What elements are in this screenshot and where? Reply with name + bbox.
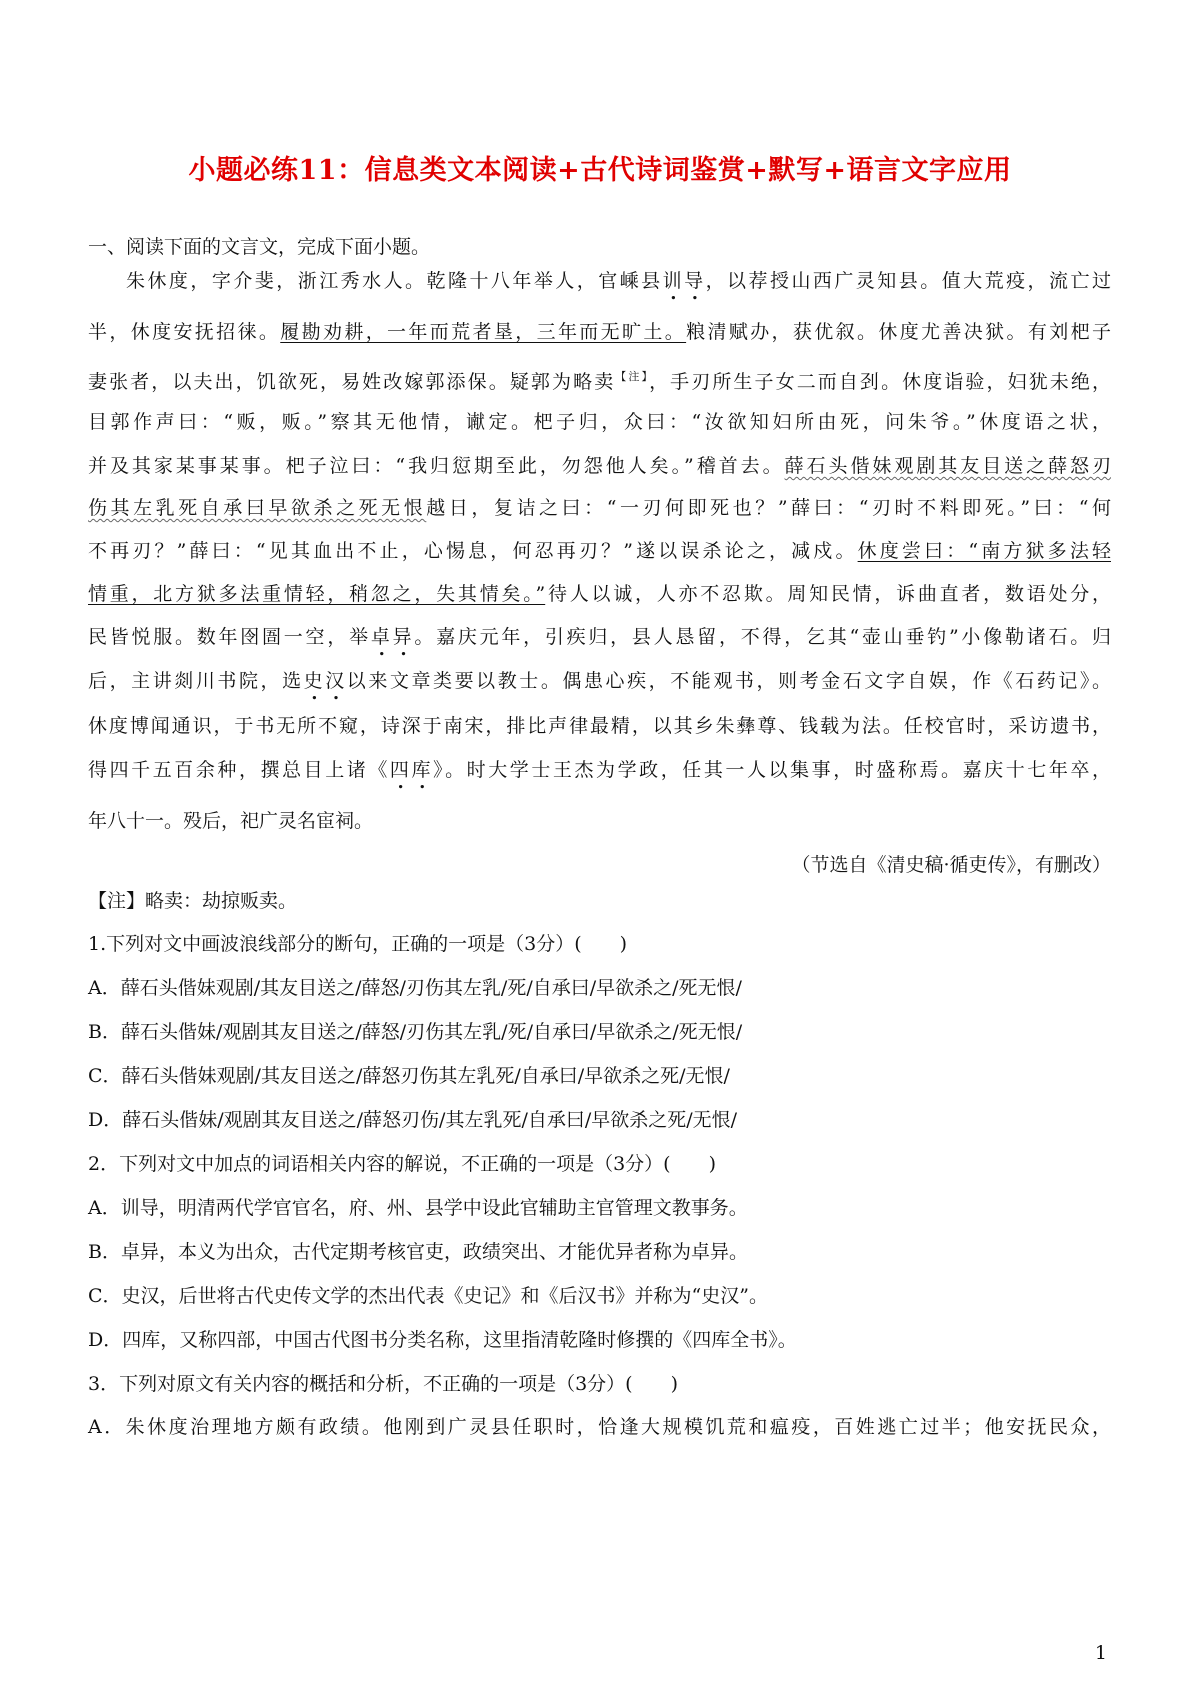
dotted-char: 训 [662, 270, 685, 292]
passage-line-12: 得四千五百余种，撰总目上诸《四库》。时大学士王杰为学政，任其一人以集事，时盛称焉。嘉庆十七年卒， [88, 759, 1111, 781]
page-title: 小题必练11：信息类文本阅读+古代诗词鉴赏+默写+语言文字应用 [188, 155, 1012, 186]
passage-line-3: 妻张者，以夫出，饥欲死，易姓改嫁郭添保。疑郭为略卖$^{【注】}$，手刃所生子女二而自刭。休度诣验，妇犹未绝， [88, 370, 1111, 393]
question-stem: 1.下列对文中画波浪线部分的断句，正确的一项是（3分）( ) [88, 933, 628, 955]
question-stem: 2．下列对文中加点的词语相关内容的解说，不正确的一项是（3分）( ) [88, 1153, 717, 1175]
underlined-sentence: 休度尝曰：“南方狱多法轻 [857, 540, 1111, 562]
dotted-char: 汉 [325, 670, 347, 692]
footnote: 【注】略卖：劫掠贩卖。 [88, 890, 298, 912]
option-c: C．薛石头偕妹观剧/其友目送之/薛怒刃伤其左乳死/自承曰/早欲杀之死/无恨/ [88, 1065, 730, 1087]
passage-line-13: 年八十一。殁后，祀广灵名宦祠。 [88, 810, 374, 832]
passage-line-10: 后，主讲剡川书院，选史汉以来文章类要以教士。偶患心疾，不能观书，则考金石文字自娱，作《石药记》。 [88, 670, 1111, 692]
passage-line-9: 民皆悦服。数年囹圄一空，举卓异。嘉庆元年，引疾归，县人恳留，不得，乞其“壶山垂钓”小像勒诸石。归 [88, 626, 1111, 648]
passage-line-1: 朱休度，字介斐，浙江秀水人。乾隆十八年举人，官嵊县训导，以荐授山西广灵知县。值大荒疫，流亡过 [126, 270, 1111, 292]
option-a: A．训导，明清两代学官官名，府、州、县学中设此官辅助主官管理文教事务。 [88, 1197, 748, 1219]
note-marker: 【注】 [615, 370, 650, 383]
dotted-char: 异 [392, 626, 415, 648]
dotted-char: 库 [411, 759, 434, 781]
page-number: 1 [1094, 1642, 1107, 1664]
passage-line-8: 情重，北方狱多法重情轻，稍忽之，失其情矣。”待人以诚，人亦不忍欺。周知民情，诉曲直者，数语处分， [88, 583, 1111, 605]
question-stem: 3．下列对原文有关内容的概括和分析，不正确的一项是（3分）( ) [88, 1373, 679, 1395]
wavy-underlined-text: 伤其左乳死自承曰早欲杀之死无恨 [88, 497, 427, 519]
option-a: A．薛石头偕妹观剧/其友目送之/薛怒/刃伤其左乳/死/自承曰/早欲杀之/死无恨/ [88, 977, 742, 999]
option-d: D．薛石头偕妹/观剧其友目送之/薛怒刃伤/其左乳死/自承曰/早欲杀之死/无恨/ [88, 1109, 738, 1131]
dotted-char: 史 [303, 670, 326, 692]
dotted-char: 卓 [370, 626, 393, 648]
option-c: C．史汉，后世将古代史传文学的杰出代表《史记》和《后汉书》并称为“史汉”。 [88, 1285, 768, 1307]
wavy-underlined-text: 薛石头偕妹观剧其友目送之薛怒刃 [784, 455, 1111, 477]
option-b: B．卓异，本义为出众，古代定期考核官吏，政绩突出、才能优异者称为卓异。 [88, 1241, 748, 1263]
underlined-sentence: 履勘劝耕，一年而荒者垦，三年而无旷土。 [280, 321, 687, 343]
option-a: A．朱休度治理地方颇有政绩。他刚到广灵县任职时，恰逢大规模饥荒和瘟疫，百姓逃亡过半；他安抚民众， [88, 1416, 1111, 1438]
section-intro: 一、阅读下面的文言文，完成下面小题。 [88, 236, 431, 258]
passage-line-6: 伤其左乳死自承曰早欲杀之死无恨越日，复诘之曰：“一刃何即死也？”薛曰：“刃时不料即死。”曰：“何 [88, 497, 1111, 519]
passage-line-2: 半，休度安抚招徕。履勘劝耕，一年而荒者垦，三年而无旷土。粮清赋办，获优叙。休度尤善决狱。有刘杷子 [88, 321, 1111, 343]
option-d: D．四库，又称四部，中国古代图书分类名称，这里指清乾隆时修撰的《四库全书》。 [88, 1329, 797, 1351]
passage-line-4: 目郭作声曰：“贩，贩。”察其无他情，谳定。杷子归，众曰：“汝欲知妇所由死，问朱爷。”休度语之状， [88, 411, 1111, 433]
passage-line-11: 休度博闻通识，于书无所不窥，诗深于南宋，排比声律最精，以其乡朱彝尊、钱载为法。任校官时，采访遗书， [88, 715, 1111, 737]
passage-line-5: 并及其家某事某事。杷子泣曰：“我归愆期至此，勿怨他人矣。”稽首去。薛石头偕妹观剧其友目送之薛怒刃 [88, 455, 1111, 477]
dotted-char: 四 [389, 759, 412, 781]
option-b: B．薛石头偕妹/观剧其友目送之/薛怒/刃伤其左乳/死/自承曰/早欲杀之/死无恨/ [88, 1021, 743, 1043]
dotted-char: 导 [684, 270, 706, 292]
passage-line-7: 不再刃？”薛曰：“见其血出不止，心惕息，何忍再刃？”遂以误杀论之，减戍。休度尝曰：“南方狱多法轻 [88, 540, 1111, 562]
underlined-sentence: 情重，北方狱多法重情轻，稍忽之，失其情矣。” [88, 583, 546, 605]
passage-source: （节选自《清史稿·循吏传》，有删改） [791, 854, 1111, 876]
